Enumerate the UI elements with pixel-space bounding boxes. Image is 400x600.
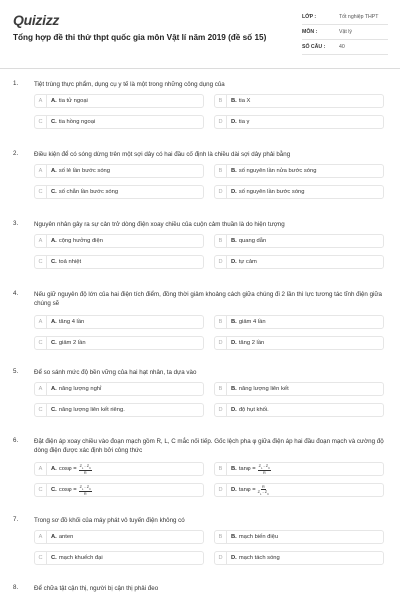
answer-option-a[interactable] — [34, 315, 204, 329]
option-key: C. — [51, 487, 57, 493]
question-number: 5. — [13, 368, 19, 375]
answer-option-c[interactable] — [34, 336, 204, 350]
option-letter: B — [215, 383, 227, 395]
option-key: D. — [231, 259, 237, 265]
question-number: 4. — [13, 290, 19, 297]
option-key: C. — [51, 119, 57, 125]
option-key: B. — [231, 319, 237, 325]
option-key: A. — [51, 98, 57, 104]
option-key: B. — [231, 466, 237, 472]
meta-table — [302, 10, 388, 55]
option-key: D. — [231, 407, 237, 413]
option-key: B. — [231, 386, 237, 392]
answer-option-c[interactable] — [34, 255, 204, 269]
option-letter: B — [215, 95, 227, 107]
question-text: Nếu giữ nguyên độ lớn của hai điện tích điểm, đồng thời giảm khoảng cách giữa chúng đi 2 lần thì lực tương tác tĩnh điện giữa chúng sẽ — [34, 291, 382, 307]
question-number: 7. — [13, 516, 19, 523]
option-text: năng lượng nghỉ — [58, 386, 102, 392]
option-key: A. — [51, 466, 57, 472]
option-label — [231, 238, 266, 244]
option-letter: B — [215, 463, 227, 475]
option-label — [51, 555, 103, 561]
option-text: độ hụt khối. — [238, 407, 269, 413]
option-formula: $\frac{Z_L - Z_C}{R}$ — [79, 463, 91, 476]
option-label — [231, 189, 305, 195]
option-label — [231, 168, 316, 174]
quizizz-logo: Quizizz — [13, 12, 60, 28]
meta-row-class — [302, 10, 388, 25]
option-text: tanφ = — [238, 466, 256, 472]
meta-key: MÔN : — [302, 29, 318, 35]
answer-option-c[interactable] — [34, 115, 204, 129]
option-key: B. — [231, 238, 237, 244]
option-key: D. — [231, 189, 237, 195]
option-label — [231, 555, 280, 561]
option-key: A. — [51, 319, 57, 325]
option-label — [231, 463, 271, 476]
answer-option-c[interactable] — [34, 483, 204, 497]
option-label — [51, 238, 103, 244]
option-letter: C — [35, 484, 47, 496]
option-letter: B — [215, 316, 227, 328]
option-letter: C — [35, 337, 47, 349]
option-key: B. — [231, 98, 237, 104]
option-letter: A — [35, 95, 47, 107]
option-label — [51, 98, 88, 104]
question-text: Đặt điện áp xoay chiều vào đoạn mạch gồm R, L, C mắc nối tiếp. Gốc lệch pha φ giữa điện áp hai đầu đoạn mạch và cường độ dòng điện được xác định bởi công thức — [34, 438, 384, 454]
option-label — [231, 340, 264, 346]
option-text: anten — [58, 534, 74, 540]
option-letter: D — [215, 186, 227, 198]
meta-value: Vật lý — [339, 29, 352, 35]
answer-option-d[interactable] — [214, 336, 384, 350]
option-key: D. — [231, 555, 237, 561]
option-label — [231, 484, 269, 497]
option-letter: D — [215, 256, 227, 268]
option-text: quang dẫn — [238, 238, 267, 244]
option-text: số lẻ lần bước sóng — [58, 168, 110, 174]
answer-option-b[interactable] — [214, 530, 384, 544]
option-formula: $\frac{Z_L - Z_C}{R}$ — [79, 484, 91, 497]
option-text: giảm 4 lần — [238, 319, 266, 325]
option-label — [231, 386, 289, 392]
option-label — [51, 189, 118, 195]
option-text: số nguyên lần nửa bước sóng — [238, 168, 317, 174]
option-text: mạch tách sóng — [238, 555, 280, 561]
option-text: mạch khuếch đại — [58, 555, 103, 561]
answer-option-a[interactable] — [34, 164, 204, 178]
answer-option-b[interactable] — [214, 234, 384, 248]
option-key: C. — [51, 407, 57, 413]
option-label — [51, 119, 95, 125]
meta-key: LỚP : — [302, 14, 317, 20]
option-formula: $\frac{R}{Z_L - Z_C}$ — [257, 484, 269, 496]
option-key: D. — [231, 487, 237, 493]
answer-option-b[interactable] — [214, 94, 384, 108]
answer-option-c[interactable] — [34, 403, 204, 417]
question-number: 1. — [13, 80, 19, 87]
meta-value: 40 — [339, 44, 345, 50]
page-title: Tổng hợp đề thi thử thpt quốc gia môn Vật lí năm 2019 (đề số 15) — [13, 33, 267, 42]
option-letter: A — [35, 235, 47, 247]
question-number: 8. — [13, 584, 19, 591]
option-text: tia hồng ngoại — [58, 119, 96, 125]
answer-option-b[interactable] — [214, 382, 384, 396]
option-text: giảm 2 lần — [58, 340, 86, 346]
option-text: số chẵn lần bước sóng — [58, 189, 119, 195]
answer-option-b[interactable] — [214, 315, 384, 329]
option-label — [231, 259, 257, 265]
option-letter: A — [35, 463, 47, 475]
option-letter: B — [215, 235, 227, 247]
option-text: tự cảm — [238, 259, 257, 265]
option-key: C. — [51, 340, 57, 346]
option-label — [231, 407, 269, 413]
option-key: C. — [51, 189, 57, 195]
option-key: A. — [51, 238, 57, 244]
option-letter: B — [215, 531, 227, 543]
option-label — [231, 119, 249, 125]
option-letter: A — [35, 383, 47, 395]
meta-row-subject — [302, 25, 388, 40]
option-letter: A — [35, 316, 47, 328]
option-label — [51, 386, 101, 392]
meta-key: SỐ CÂU : — [302, 44, 326, 50]
option-letter: A — [35, 531, 47, 543]
option-letter: D — [215, 404, 227, 416]
option-letter: D — [215, 337, 227, 349]
option-text: tia γ — [238, 119, 250, 125]
answer-option-d[interactable] — [214, 185, 384, 199]
option-label — [51, 168, 110, 174]
option-label — [231, 319, 266, 325]
option-key: A. — [51, 386, 57, 392]
option-key: C. — [51, 555, 57, 561]
question-text: Tiệt trùng thực phẩm, dụng cụ y tế là một trong những công dụng của — [34, 81, 225, 88]
answer-option-d[interactable] — [214, 551, 384, 565]
answer-option-d[interactable] — [214, 403, 384, 417]
answer-option-d[interactable] — [214, 483, 384, 497]
option-letter: C — [35, 256, 47, 268]
option-letter: C — [35, 116, 47, 128]
option-key: B. — [231, 534, 237, 540]
answer-option-d[interactable] — [214, 115, 384, 129]
option-letter: D — [215, 552, 227, 564]
option-text: tia X — [238, 98, 251, 104]
answer-option-b[interactable] — [214, 462, 384, 476]
option-text: tia tử ngoại — [58, 98, 88, 104]
option-key: B. — [231, 168, 237, 174]
option-text: năng lượng liên kết riêng. — [58, 407, 125, 413]
answer-option-c[interactable] — [34, 551, 204, 565]
option-key: C. — [51, 259, 57, 265]
option-letter: C — [35, 552, 47, 564]
answer-option-a[interactable] — [34, 382, 204, 396]
option-text: tăng 4 lần — [58, 319, 85, 325]
option-label — [51, 259, 81, 265]
question-text: Nguyên nhân gây ra sự cản trở dòng điện xoay chiều của cuộn cảm thuần là do hiện tượng — [34, 221, 285, 228]
option-formula: $\frac{Z_L - Z_C}{R}$ — [258, 463, 270, 476]
answer-option-a[interactable] — [34, 462, 204, 476]
document-header — [0, 0, 400, 68]
option-letter: C — [35, 186, 47, 198]
question-text: Trong sơ đồ khối của máy phát vô tuyến điện không có — [34, 517, 185, 524]
option-text: tăng 2 lần — [238, 340, 265, 346]
answer-option-c[interactable] — [34, 185, 204, 199]
option-text: tanφ = — [238, 487, 256, 493]
option-text: toả nhiệt — [58, 259, 82, 265]
option-text: cộng hưởng điện — [58, 238, 103, 244]
option-label — [51, 319, 84, 325]
option-key: D. — [231, 340, 237, 346]
option-label — [51, 407, 125, 413]
option-label — [51, 484, 92, 497]
answer-option-b[interactable] — [214, 164, 384, 178]
answer-option-d[interactable] — [214, 255, 384, 269]
meta-row-count — [302, 40, 388, 55]
option-label — [51, 534, 73, 540]
option-label — [231, 534, 278, 540]
option-text: năng lượng liên kết — [238, 386, 289, 392]
answer-option-a[interactable] — [34, 94, 204, 108]
option-label — [51, 463, 92, 476]
option-letter: C — [35, 404, 47, 416]
option-letter: A — [35, 165, 47, 177]
header-divider — [0, 68, 400, 69]
question-number: 2. — [13, 150, 19, 157]
option-key: D. — [231, 119, 237, 125]
option-key: A. — [51, 168, 57, 174]
option-label — [231, 98, 250, 104]
option-letter: B — [215, 165, 227, 177]
option-text: cosφ = — [58, 487, 77, 493]
answer-option-a[interactable] — [34, 530, 204, 544]
option-text: mạch biến điệu — [238, 534, 279, 540]
option-key: A. — [51, 534, 57, 540]
question-text: Điều kiện để có sóng dừng trên một sợi dây có hai đầu cố định là chiều dài sợi dây phải bằng — [34, 151, 291, 158]
question-number: 3. — [13, 220, 19, 227]
option-label — [51, 340, 86, 346]
option-letter: D — [215, 484, 227, 496]
meta-value: Tốt nghiệp THPT — [339, 14, 379, 20]
option-letter: D — [215, 116, 227, 128]
question-text: Để so sánh mức độ bền vững của hai hạt nhân, ta dựa vào — [34, 369, 197, 376]
question-number: 6. — [13, 437, 19, 444]
answer-option-a[interactable] — [34, 234, 204, 248]
option-text: số nguyên lần bước sóng — [238, 189, 305, 195]
option-text: cosφ = — [58, 466, 77, 472]
question-text: Để chữa tật cận thị, người bị cận thị phải đeo — [34, 585, 159, 592]
